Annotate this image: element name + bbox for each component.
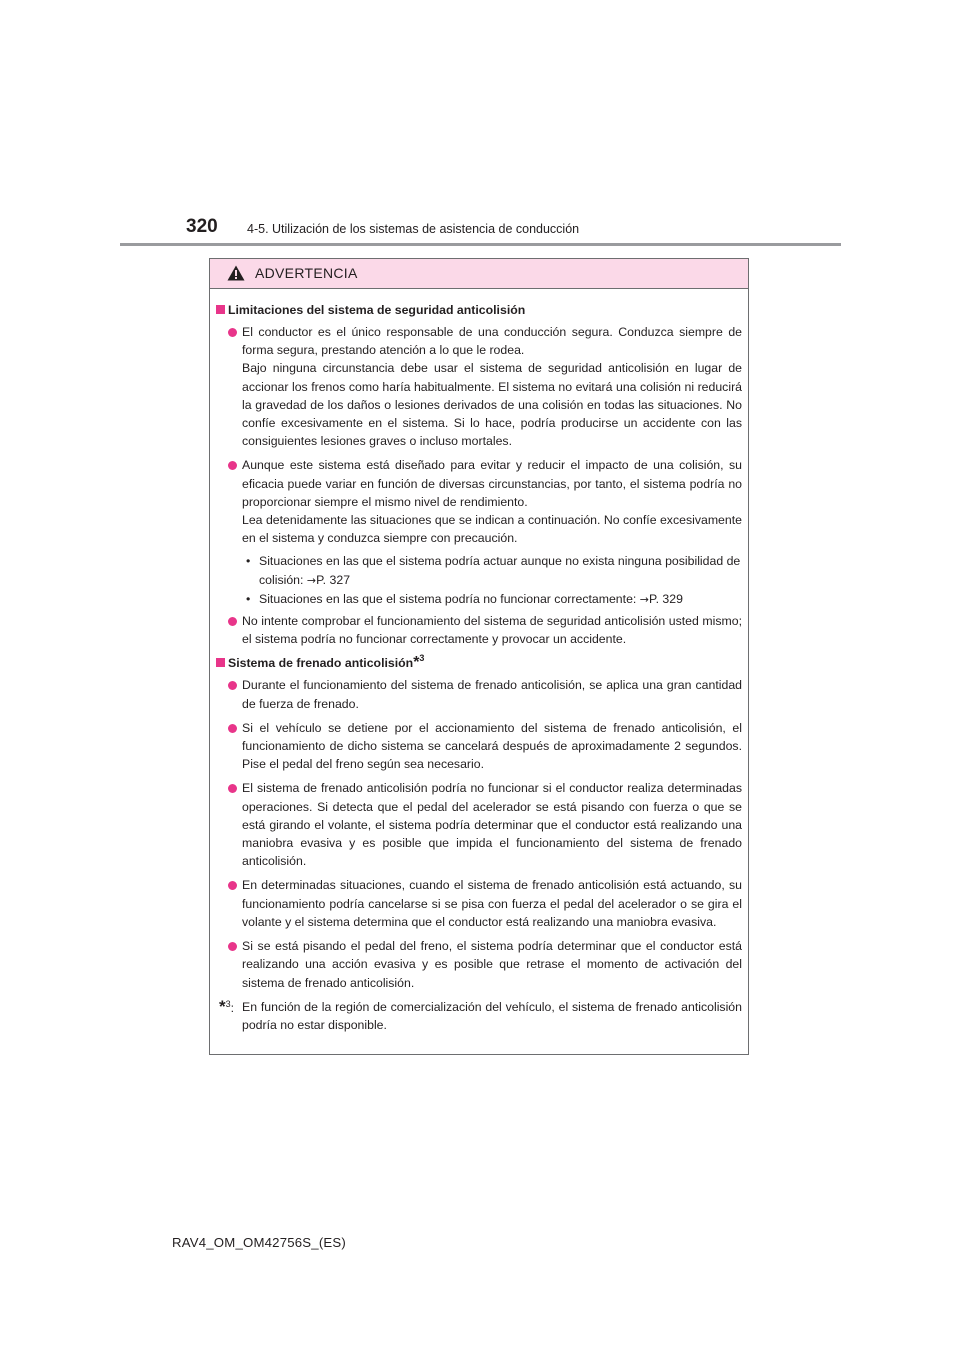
- page-reference-link[interactable]: P. 329: [648, 591, 683, 606]
- section-heading-text: Sistema de frenado anticolisión: [228, 656, 414, 671]
- footnote: [216, 998, 742, 1034]
- paragraph: Si el vehículo se detiene por el accionamiento del sistema de frenado anticolisión, el funcionamiento de dicho sistema se cancelará después de aproximadamente 2 segundos. Pise el pedal del freno según sea necesario.: [242, 720, 742, 772]
- sub-list-item: [216, 552, 742, 589]
- list-item: [216, 719, 742, 774]
- section-title: 4-5. Utilización de los sistemas de asistencia de conducción: [247, 222, 580, 236]
- footnote-text: En función de la región de comercialización del vehículo, el sistema de frenado anticolisión podría no estar disponible.: [242, 999, 742, 1032]
- square-bullet-icon: [216, 305, 225, 314]
- paragraph: En determinadas situaciones, cuando el sistema de frenado anticolisión está actuando, su funcionamiento podría cancelarse si se pisa con fuerza el pedal del acelerador o se gira el volante y el sistema determina que el conductor está realizando una maniobra evasiva.: [242, 878, 742, 929]
- paragraph: Durante el funcionamiento del sistema de frenado anticolisión, se aplica una gran cantidad de fuerza de frenado.: [242, 678, 742, 711]
- arrow-right-icon: →: [639, 592, 649, 606]
- section-heading: [216, 654, 742, 672]
- circle-bullet-icon: [228, 881, 237, 890]
- list-item: [216, 612, 742, 648]
- paragraph: Bajo ninguna circunstancia debe usar el sistema de seguridad anticolisión en lugar de accionar los frenos como haría habitualmente. El sistema no evitará una colisión ni reducirá la gravedad de los daños o lesiones derivados de una colisión en todas las situaciones. No confíe excesivamente en el sistema. Si lo hace, podría producirse un accidente con las consiguientes lesiones graves o incluso mortales.: [242, 361, 742, 449]
- paragraph: Lea detenidamente las situaciones que se indican a continuación. No confíe excesivamente en el sistema y conduzca siempre con precaución.: [242, 513, 742, 546]
- section-heading-text: Limitaciones del sistema de seguridad anticolisión: [228, 303, 526, 317]
- list-item: [216, 456, 742, 547]
- warning-triangle-icon: [227, 265, 245, 281]
- circle-bullet-icon: [228, 328, 237, 337]
- dot-marker-icon: •: [246, 554, 251, 569]
- warning-header: [210, 259, 748, 289]
- warning-body: [210, 289, 748, 1034]
- warning-title: ADVERTENCIA: [255, 265, 358, 281]
- circle-bullet-icon: [228, 784, 237, 793]
- paragraph: El conductor es el único responsable de una conducción segura. Conduzca siempre de forma segura, prestando atención a lo que le rodea.: [242, 325, 742, 358]
- list-item: [216, 876, 742, 931]
- header-divider: [120, 243, 841, 246]
- asterisk-marker: *: [413, 654, 420, 672]
- paragraph: Si se está pisando el pedal del freno, el sistema podría determinar que el conductor está realizando una acción evasiva y es posible que retrase el momento de activación del sistema de frenado anticolisión.: [242, 939, 742, 990]
- circle-bullet-icon: [228, 724, 237, 733]
- warning-box: [209, 258, 749, 1055]
- circle-bullet-icon: [228, 461, 237, 470]
- list-item: [216, 676, 742, 712]
- page-reference-link[interactable]: P. 327: [316, 572, 351, 587]
- list-item: [216, 323, 742, 450]
- sub-list: [216, 552, 742, 609]
- footnote-ref: 3: [419, 653, 425, 664]
- section-heading: [216, 301, 742, 319]
- paragraph: Aunque este sistema está diseñado para evitar y reducir el impacto de una colisión, su eficacia puede variar en función de diversas circunstancias, por tanto, el sistema podría no proporcionar siempre el mismo nivel de rendimiento.: [242, 458, 742, 509]
- arrow-right-icon: →: [306, 573, 317, 587]
- square-bullet-icon: [216, 658, 225, 667]
- sub-item-text: Situaciones en las que el sistema podría no funcionar correctamente:: [259, 591, 640, 606]
- circle-bullet-icon: [228, 681, 237, 690]
- list-item: [216, 937, 742, 992]
- footnote-marker: *$^3$:: [219, 996, 235, 1016]
- sub-list-item: [216, 590, 742, 609]
- circle-bullet-icon: [228, 942, 237, 951]
- list-item: [216, 779, 742, 870]
- page-number: 320: [186, 216, 218, 237]
- circle-bullet-icon: [228, 617, 237, 626]
- footnote-number: 3: [225, 998, 231, 1009]
- sub-item-text: Situaciones en las que el sistema podría actuar aunque no exista ninguna posibilidad de colisión:: [259, 554, 741, 587]
- paragraph: No intente comprobar el funcionamiento del sistema de seguridad anticolisión usted mismo; el sistema podría no funcionar correctamente y provocar un accidente.: [242, 614, 742, 647]
- document-code: RAV4_OM_OM42756S_(ES): [172, 1235, 347, 1250]
- dot-marker-icon: •: [246, 591, 251, 606]
- paragraph: El sistema de frenado anticolisión podría no funcionar si el conductor realiza determinadas operaciones. Si detecta que el pedal del acelerador se está pisando con fuerza o que se está girando el volante, el sistema podría determinar que el conductor está realizando una maniobra evasiva y es posible que impida el funcionamiento del sistema de frenado anticolisión.: [242, 781, 742, 869]
